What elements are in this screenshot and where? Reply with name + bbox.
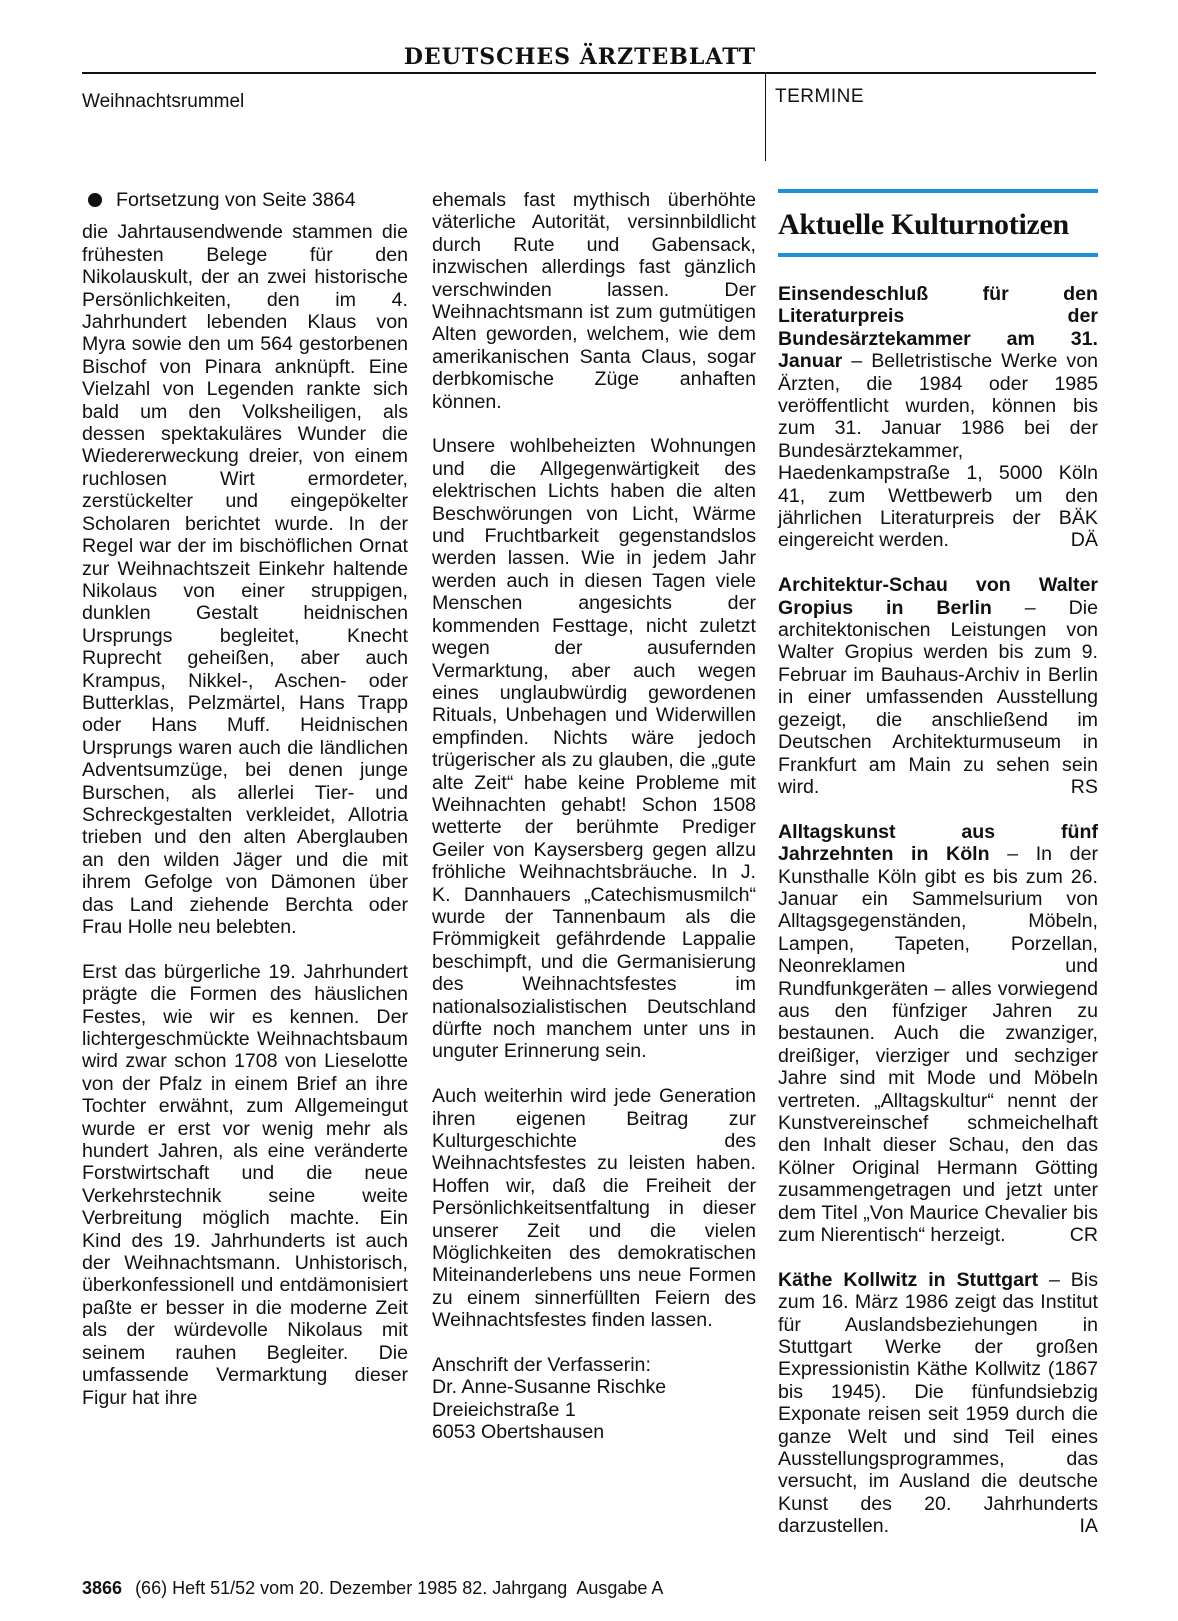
continuation-text: Fortsetzung von Seite 3864 bbox=[116, 189, 356, 211]
kultur-item-heading: Käthe Kollwitz in Stuttgart bbox=[778, 1268, 1039, 1291]
kultur-item-body: – Die architektonischen Leistungen von Walter Gropius werden bis zum 9. Februar im Bauhaus-Archiv in Berlin in einer umfassenden Ausstellung gezeigt, die anschließend im Deutschen Architekturmuseum in Frankfurt am Main zu sehen sein wird. bbox=[778, 596, 1098, 798]
kultur-column bbox=[778, 189, 1098, 1560]
kultur-item bbox=[778, 1269, 1098, 1538]
article-paragraph: die Jahrtausendwende stammen die frühesten Belege für den Nikolauskult, der an zwei historische Persönlichkeiten, den im 4. Jahrhundert lebenden Klaus von Myra sowie den um 564 gestorbenen Bischof von Pinara anknüpft. Eine Vielzahl von Legenden rankte sich bald um den Volksheiligen, als dessen spektakuläres Wunder die Wiedererweckung dreier, von einem ruchlosen Wirt ermordeter, zerstückelter und eingepökelter Scholaren berichtet wurde. In der Regel war der im bischöflichen Ornat zur Weihnachtszeit Einkehr haltende Nikolaus von einer struppigen, dunklen Gestalt heidnischen Ursprungs begleitet, Knecht Ruprecht geheißen, aber auch Krampus, Nikkel-, Aschen- oder Butterklas, Pelzmärtel, Hans Trapp oder Hans Muff. Heidnischen Ursprungs waren auch die ländlichen Adventsumzüge, bei denen junge Burschen, als allerlei Tier- und Schreckgestalten verkleidet, Allotria trieben und den alten Aberglauben an den wilden Jäger und die mit ihrem Gefolge von Dämonen über das Land ziehende Berchta oder Frau Holle neu belebten. bbox=[82, 221, 408, 938]
kultur-item bbox=[778, 821, 1098, 1247]
article-column-2 bbox=[432, 189, 756, 1444]
issue-info: (66) Heft 51/52 vom 20. Dezember 1985 82. Jahrgang Ausgabe A bbox=[135, 1578, 664, 1598]
accent-bar-bottom bbox=[778, 253, 1098, 257]
address-label: Anschrift der Verfasserin: bbox=[432, 1354, 651, 1377]
article-paragraph: ehemals fast mythisch überhöhte väterliche Autorität, versinnbildlicht durch Rute und Gabensack, inzwischen allerdings fast gänzlich verschwinden lassen. Der Weihnachtsmann ist zum gutmütigen Alten geworden, welchem, wie dem amerikanischen Santa Claus, sogar derbkomische Züge anhaften können. bbox=[432, 189, 756, 413]
kultur-item-body: – In der Kunsthalle Köln gibt es bis zum 26. Januar ein Sammelsurium von Alltagsgegenständen, Möbeln, Lampen, Tapeten, Porzellan, Neonreklamen und Rundfunkgeräten – alles vorwiegend aus den fünfziger Jahren zu bestaunen. Auch die zwanziger, dreißiger, vierziger und sechziger Jahre sind mit Mode und Möbeln vertreten. „Alltagskultur“ nennt der Kunstvereinschef schmeichelhaft den Inhalt dieser Schau, den das Kölner Original Hermann Götting zusammengetragen und jetzt unter dem Titel „Von Maurice Chevalier bis zum Nierentisch“ herzeigt. bbox=[778, 843, 1098, 1247]
kultur-item bbox=[778, 574, 1098, 798]
masthead: DEUTSCHES ÄRZTEBLATT bbox=[403, 44, 757, 70]
article-paragraph: Auch weiterhin wird jede Generation ihren eigenen Beitrag zur Kulturgeschichte des Weihnachtsfestes zu leisten haben. Hoffen wir, daß die Freiheit der Persönlichkeitsentfaltung in dieser unserer Zeit und die vielen Möglichkeiten des demokratischen Miteinanderlebens uns neue Formen zu einem sinnerfüllten Feiern des Weihnachtsfestes finden lassen. bbox=[432, 1085, 756, 1332]
kultur-item-heading: Einsendeschluß für den Literaturpreis der Bundesärztekammer am 31. Januar bbox=[778, 283, 1098, 373]
address-name: Dr. Anne-Susanne Rischke bbox=[432, 1376, 667, 1399]
address-city: 6053 Obertshausen bbox=[432, 1421, 605, 1444]
kultur-item-author-tag: IA bbox=[1079, 1515, 1098, 1538]
kultur-title: Aktuelle Kulturnotizen bbox=[778, 208, 1069, 241]
kultur-item-heading: Alltagskunst aus fünf Jahrzehnten in Köln bbox=[778, 820, 1098, 866]
kultur-item-body: – Belletristische Werke von Ärzten, die 1984 oder 1985 veröffentlicht wurden, können bis zum 31. Januar 1986 bei der Bundesärztekammer, Haedenkampstraße 1, 5000 Köln 41, zum Wettbewerb um den jährlichen Literaturpreis der BÄK eingereicht werden. bbox=[778, 350, 1098, 552]
kultur-item-heading: Architektur-Schau von Walter Gropius in Berlin bbox=[778, 574, 1098, 619]
kultur-item-author-tag: RS bbox=[1070, 775, 1098, 798]
kultur-item bbox=[778, 283, 1098, 552]
article-paragraph: Unsere wohlbeheizten Wohnungen und die Allgegenwärtigkeit des elektrischen Lichts haben die alten Beschwörungen von Licht, Wärme und Fruchtbarkeit gegenstandslos werden lassen. Wie in jedem Jahr werden auch in diesen Tagen viele Menschen angesichts der kommenden Festtage, nicht zuletzt wegen der ausufernden Vermarktung, aber auch wegen eines unglaubwürdig gewordenen Rituals, Unbehagen und Widerwillen empfinden. Nichts wäre jedoch trügerischer als zu glauben, die „gute alte Zeit“ habe keine Probleme mit Weihnachten gehabt! Schon 1508 wetterte der berühmte Prediger Geiler von Kaysersberg gegen allzu fröhliche Weihnachtsbräuche. In J. K. Dannhauers „Catechismusmilch“ wurde der Tannenbaum als die Frömmigkeit gefährdende Lappalie beschimpft, und die Germanisierung des Weihnachtsfestes im nationalsozialistischen Deutschland dürfte noch manchem unter uns in unguter Erinnerung sein. bbox=[432, 435, 756, 1063]
accent-bar-top bbox=[778, 189, 1098, 193]
bullet-icon bbox=[88, 193, 102, 207]
page-footer bbox=[82, 1578, 663, 1599]
kultur-item-body: – Bis zum 16. März 1986 zeigt das Institut für Auslandsbeziehungen in Stuttgart Werke der großen Expressionistin Käthe Kollwitz (1867 bis 1945). Die fünfundsiebzig Exponate reisen seit 1959 durch die ganze Welt und sind Teil eines Ausstellungsprogrammes, das versucht, im Ausland die deutsche Kunst des 20. Jahrhunderts darzustellen. bbox=[778, 1268, 1098, 1538]
header-column-divider bbox=[765, 73, 766, 161]
article-column-1 bbox=[82, 189, 408, 1409]
kultur-item-author-tag: DÄ bbox=[1070, 529, 1098, 552]
author-address bbox=[432, 1354, 756, 1444]
page-number: 3866 bbox=[82, 1578, 123, 1598]
kultur-item-author-tag: CR bbox=[1069, 1224, 1098, 1247]
section-label-left: Weihnachtsrummel bbox=[82, 91, 245, 112]
section-label-right: TERMINE bbox=[775, 86, 864, 107]
article-paragraph: Erst das bürgerliche 19. Jahrhundert prägte die Formen des häuslichen Festes, wie wir es kennen. Der lichtergeschmückte Weihnachtsbaum wird zwar schon 1708 von Lieselotte von der Pfalz in einem Brief an ihre Tochter erwähnt, zum Allgemeingut wurde er erst vor wenig mehr als hundert Jahren, als eine veränderte Forstwirtschaft und die neue Verkehrstechnik seine weite Verbreitung möglich machte. Ein Kind des 19. Jahrhunderts ist auch der Weihnachtsmann. Unhistorisch, überkonfessionell und entdämonisiert paßte er besser in die moderne Zeit als der würdevolle Nikolaus mit seinem rauhen Begleiter. Die umfassende Vermarktung dieser Figur hat ihre bbox=[82, 960, 408, 1409]
header-rule bbox=[82, 72, 1096, 74]
kultur-items bbox=[778, 283, 1098, 1538]
address-street: Dreieichstraße 1 bbox=[432, 1398, 576, 1421]
continuation-note bbox=[82, 189, 408, 211]
